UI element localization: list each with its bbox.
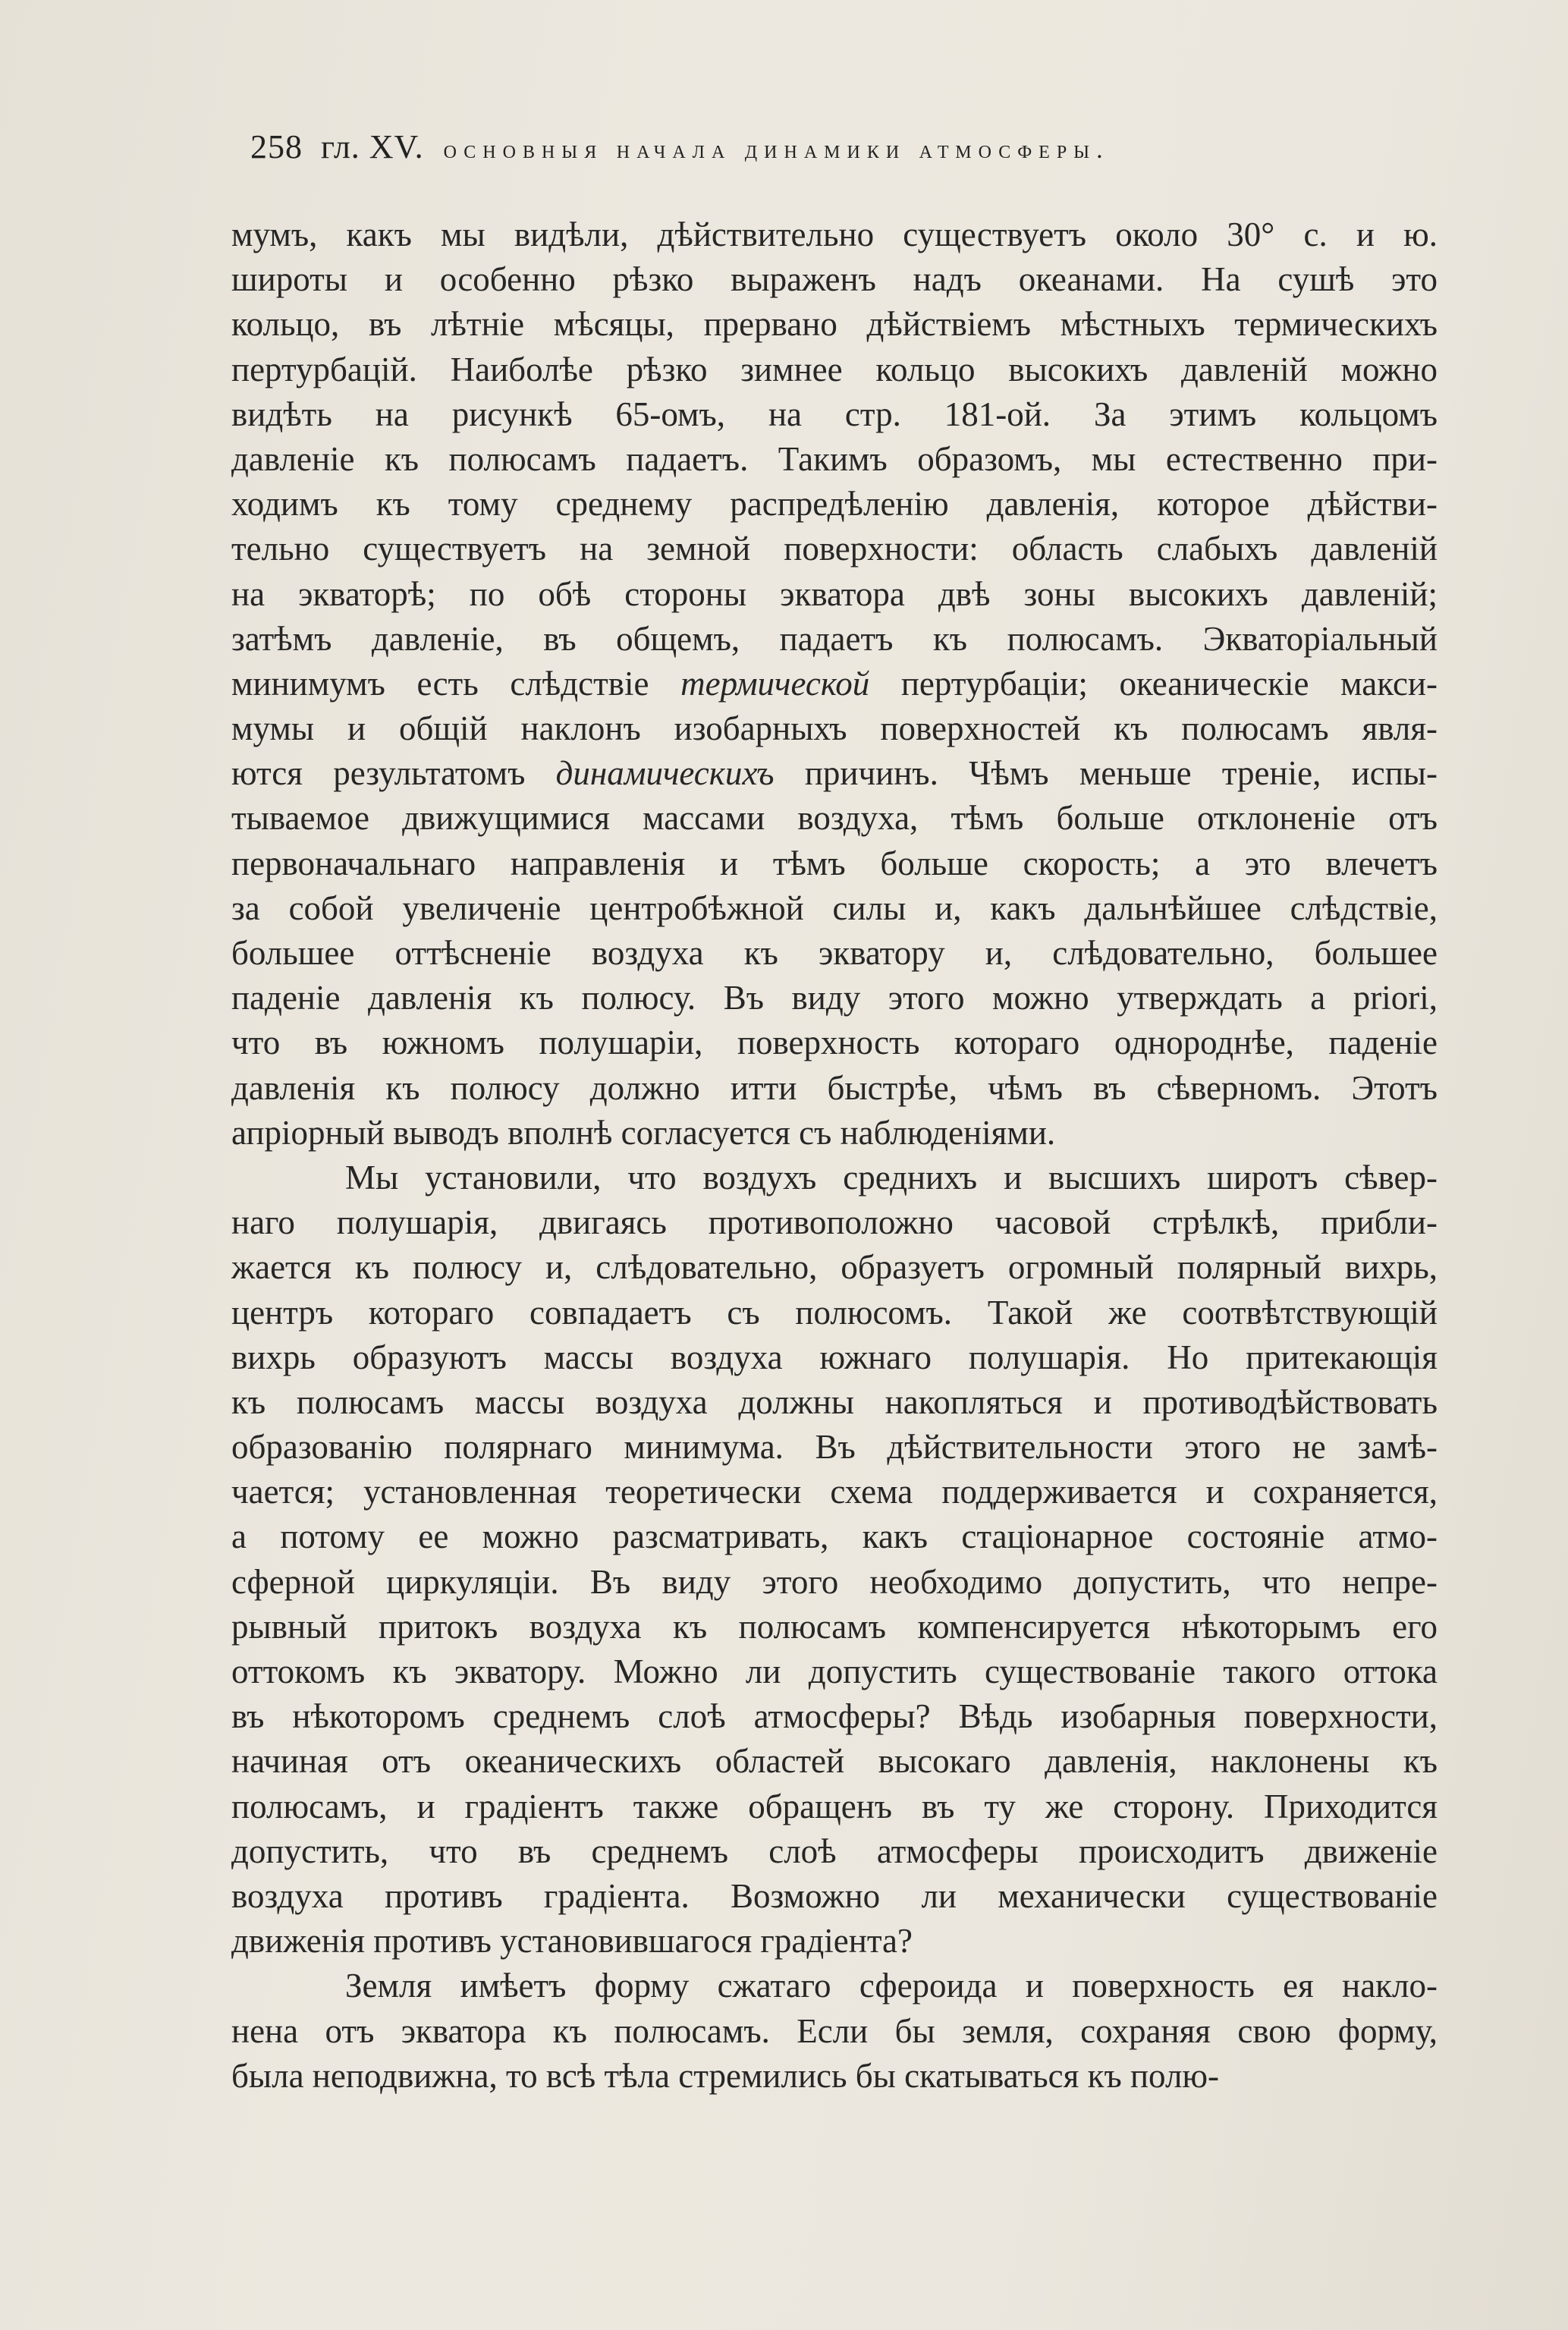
page-number: 258 [250, 128, 303, 165]
text-line: ются результатомъ динамическихъ причинъ. Чѣмъ меньше треніе, испы- [231, 754, 1438, 793]
text-line: первоначальнаго направленія и тѣмъ больше скорость; а это влечетъ [231, 844, 1438, 882]
text-line: оттокомъ къ экватору. Можно ли допустить существованіе такого оттока [231, 1652, 1438, 1690]
text-line: видѣть на рисункѣ 65-омъ, на стр. 181-ой. За этимъ кольцомъ [231, 395, 1438, 433]
text-line: центръ котораго совпадаетъ съ полюсомъ. Такой же соотвѣтствующій [231, 1293, 1438, 1332]
text-line: жается къ полюсу и, слѣдовательно, образуетъ огромный полярный вихрь, [231, 1248, 1438, 1287]
text-line: допустить, что въ среднемъ слоѣ атмосферы происходитъ движеніе [231, 1832, 1438, 1870]
text-line: апріорный выводъ вполнѣ согласуется съ наблюденіями. [231, 1113, 1056, 1152]
emphasized-word: динамическихъ [555, 754, 775, 793]
text-line: вихрь образуютъ массы воздуха южнаго полушарія. Но притекающія [231, 1338, 1438, 1376]
text-line: образованію полярнаго минимума. Въ дѣйствительности этого не замѣ- [231, 1428, 1438, 1467]
text-line: въ нѣкоторомъ среднемъ слоѣ атмосферы? Вѣдь изобарныя поверхности, [231, 1697, 1438, 1736]
text-line: за собой увеличеніе центробѣжной силы и, какъ дальнѣйшее слѣдствіе, [231, 888, 1438, 927]
text-line: на экваторѣ; по обѣ стороны экватора двѣ зоны высокихъ давленій; [231, 574, 1438, 613]
text-line: а потому ее можно разсматривать, какъ стаціонарное состояніе атмо- [231, 1517, 1438, 1556]
running-head [250, 127, 1373, 166]
text-line: сферной циркуляціи. Въ виду этого необходимо допустить, что непре- [231, 1562, 1438, 1601]
text-line: затѣмъ давленіе, въ общемъ, падаетъ къ полюсамъ. Экваторіальный [231, 619, 1438, 658]
text-line: полюсамъ, и градіентъ также обращенъ въ ту же сторону. Приходится [231, 1787, 1438, 1825]
text-line: ходимъ къ тому среднему распредѣленію давленія, которое дѣйстви- [231, 485, 1438, 524]
chapter-title: основныя начала динамики атмосферы. [443, 136, 1110, 164]
text-line: воздуха противъ градіента. Возможно ли механически существованіе [231, 1876, 1438, 1915]
text-line: начиная отъ океаническихъ областей высокаго давленія, наклонены къ [231, 1742, 1438, 1781]
text-line: минимумъ есть слѣдствіе термической пертурбаціи; океаническіе макси- [231, 664, 1438, 703]
emphasized-word: термической [680, 664, 870, 703]
body-text [231, 212, 1438, 2099]
text-line: Мы установили, что воздухъ среднихъ и высшихъ широтъ сѣвер- [345, 1158, 1438, 1196]
text-line: большее оттѣсненіе воздуха къ экватору и, слѣдовательно, большее [231, 934, 1438, 972]
text-line: мумы и общій наклонъ изобарныхъ поверхностей къ полюсамъ явля- [231, 709, 1438, 748]
text-line: къ полюсамъ массы воздуха должны накопляться и противодѣйствовать [231, 1382, 1438, 1421]
text-line: тельно существуетъ на земной поверхности: область слабыхъ давленій [231, 530, 1438, 568]
text-line: кольцо, въ лѣтніе мѣсяцы, прервано дѣйствіемъ мѣстныхъ термическихъ [231, 305, 1438, 344]
text-line: наго полушарія, двигаясь противоположно часовой стрѣлкѣ, прибли- [231, 1203, 1438, 1242]
text-line: пертурбацій. Наиболѣе рѣзко зимнее кольцо высокихъ давленій можно [231, 350, 1438, 388]
text-line: давленія къ полюсу должно итти быстрѣе, чѣмъ въ сѣверномъ. Этотъ [231, 1068, 1438, 1107]
text-line: движенія противъ установившагося градіента? [231, 1922, 913, 1961]
text-line: мумъ, какъ мы видѣли, дѣйствительно существуетъ около 30° с. и ю. [231, 215, 1438, 253]
text-line: тываемое движущимися массами воздуха, тѣмъ больше отклоненіе отъ [231, 799, 1438, 838]
text-line: давленіе къ полюсамъ падаетъ. Такимъ образомъ, мы естественно при- [231, 439, 1438, 478]
text-line: паденіе давленія къ полюсу. Въ виду этого можно утверждать a priori, [231, 979, 1438, 1017]
chapter-label: гл. XV. [321, 128, 424, 165]
text-line: чается; установленная теоретически схема поддерживается и сохраняется, [231, 1473, 1438, 1511]
text-line: широты и особенно рѣзко выраженъ надъ океанами. На сушѣ это [231, 260, 1438, 299]
text-line: нена отъ экватора къ полюсамъ. Если бы земля, сохраняя свою форму, [231, 2011, 1438, 2050]
text-line: была неподвижна, то всѣ тѣла стремились бы скатываться къ полю- [231, 2056, 1220, 2095]
text-line: рывный притокъ воздуха къ полюсамъ компенсируется нѣкоторымъ его [231, 1607, 1438, 1646]
text-line: что въ южномъ полушаріи, поверхность котораго однороднѣе, паденіе [231, 1024, 1438, 1062]
text-line: Земля имѣетъ форму сжатаго сфероида и поверхность ея накло- [345, 1967, 1438, 2005]
